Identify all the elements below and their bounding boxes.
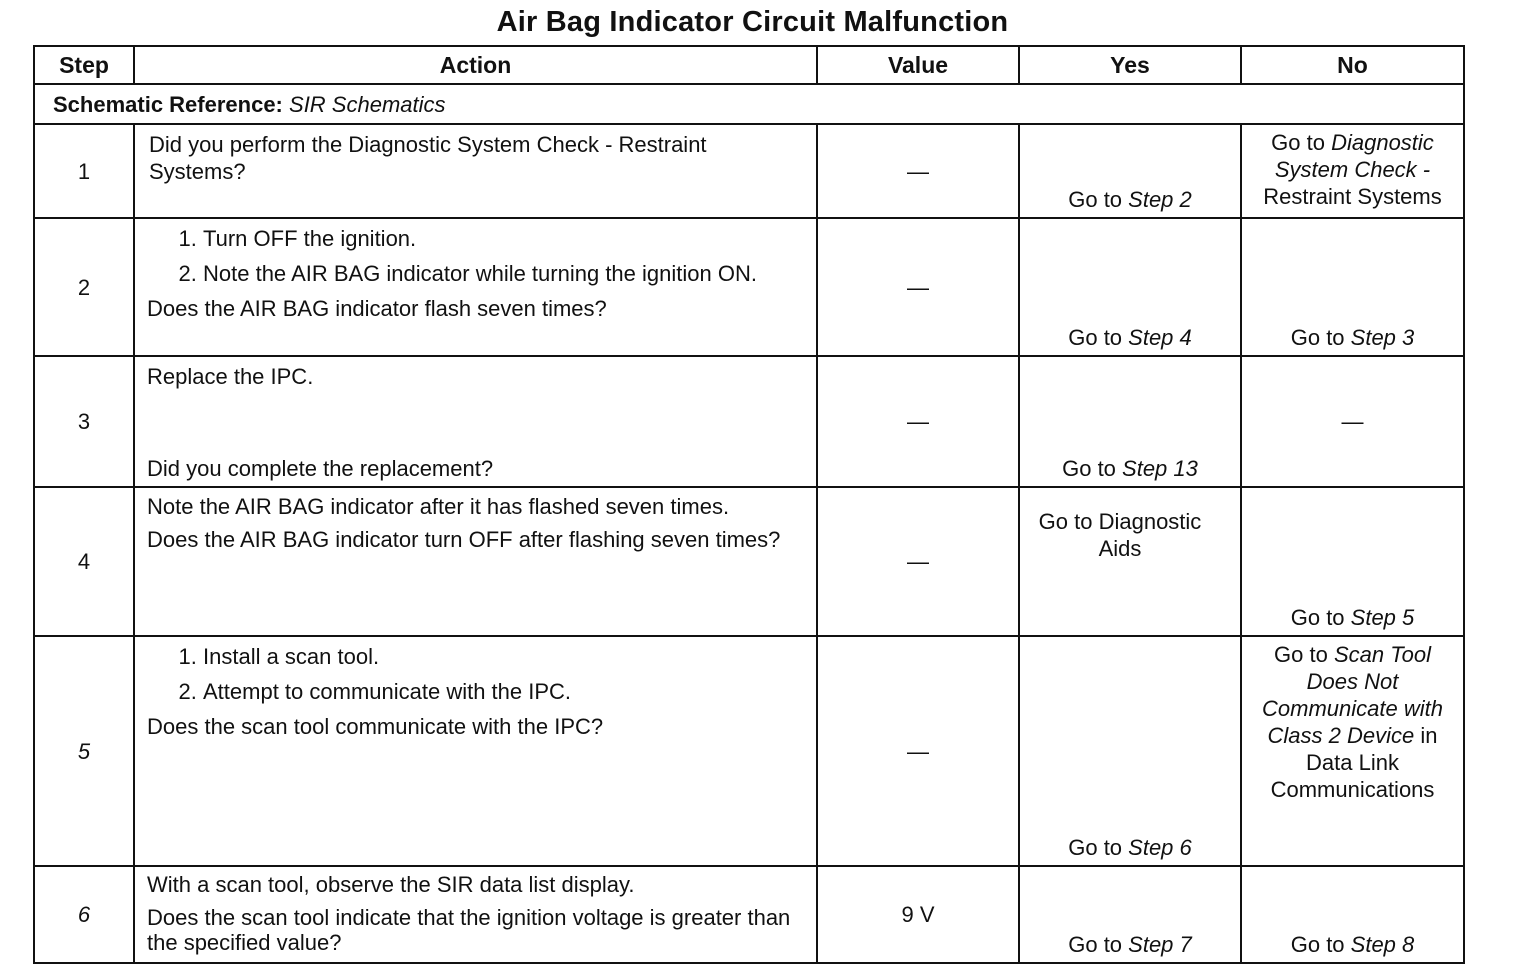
no-target: Step 8 xyxy=(1350,932,1415,957)
action-question: Does the scan tool communicate with the IPC? xyxy=(147,714,604,739)
no-cell xyxy=(1241,124,1464,218)
value-cell: — xyxy=(817,636,1019,866)
action-question: Did you complete the replacement? xyxy=(147,456,494,481)
action-list-item: 2. Note the AIR BAG indicator while turning the ignition ON. xyxy=(203,260,804,287)
value-cell: 9 V xyxy=(817,866,1019,963)
action-list-item: 1. Turn OFF the ignition. xyxy=(203,225,804,252)
yes-target: Step 6 xyxy=(1128,835,1192,860)
value-cell: — xyxy=(817,356,1019,487)
header-step: Step xyxy=(34,46,134,84)
no-cell xyxy=(1241,636,1464,866)
step-number: 3 xyxy=(34,356,134,487)
action-text: Note the AIR BAG indicator after it has flashed seven times. xyxy=(147,494,730,519)
yes-prefix: Go to xyxy=(1068,932,1129,957)
no-cell: — xyxy=(1241,356,1464,487)
no-target: Diagnostic System Check - xyxy=(1274,130,1434,182)
no-target: Scan Tool Does Not Communicate with Class 2 Device xyxy=(1262,642,1443,748)
yes-cell xyxy=(1019,124,1241,218)
no-suffix: Restraint Systems xyxy=(1263,184,1442,209)
yes-prefix: Go to xyxy=(1068,187,1129,212)
value-cell: — xyxy=(817,124,1019,218)
header-row xyxy=(34,46,1464,84)
schematic-label: Schematic Reference: xyxy=(53,91,283,117)
action-text: Replace the IPC. xyxy=(147,364,314,389)
yes-prefix: Go to xyxy=(1062,456,1123,481)
no-prefix: Go to xyxy=(1290,605,1351,630)
schematic-ref: SIR Schematics xyxy=(289,91,446,117)
no-cell xyxy=(1241,487,1464,636)
no-prefix: Go to xyxy=(1290,932,1351,957)
yes-cell xyxy=(1019,356,1241,487)
action-cell xyxy=(134,124,817,218)
action-question: Does the AIR BAG indicator flash seven times? xyxy=(147,296,607,321)
no-prefix: Go to xyxy=(1271,130,1332,155)
yes-target: Step 2 xyxy=(1128,187,1192,212)
no-cell xyxy=(1241,218,1464,356)
action-cell xyxy=(134,636,817,866)
action-question: Does the scan tool indicate that the ignition voltage is greater than the specified value? xyxy=(147,905,791,955)
action-cell xyxy=(134,487,817,636)
action-list-item: 1. Install a scan tool. xyxy=(203,643,804,670)
no-cell xyxy=(1241,866,1464,963)
action-text: With a scan tool, observe the SIR data list display. xyxy=(147,872,635,897)
table-row xyxy=(34,124,1464,218)
value-cell: — xyxy=(817,487,1019,636)
value-cell: — xyxy=(817,218,1019,356)
step-number: 6 xyxy=(34,866,134,963)
no-suffix: Data Link Communications xyxy=(1270,750,1435,802)
yes-cell xyxy=(1019,866,1241,963)
schematic-reference xyxy=(34,84,1464,124)
yes-target: Step 7 xyxy=(1128,932,1192,957)
header-no: No xyxy=(1241,46,1464,84)
yes-cell xyxy=(1019,218,1241,356)
action-cell xyxy=(134,356,817,487)
page-title: Air Bag Indicator Circuit Malfunction xyxy=(496,6,1009,38)
no-target: Step 3 xyxy=(1350,325,1415,350)
yes-text: Go to Diagnostic Aids xyxy=(1038,509,1202,561)
table-row xyxy=(34,356,1464,487)
action-cell xyxy=(134,218,817,356)
action-cell xyxy=(134,866,817,963)
action-text: Did you perform the Diagnostic System Check - Restraint Systems? xyxy=(149,132,707,184)
step-number: 1 xyxy=(34,124,134,218)
step-number: 4 xyxy=(34,487,134,636)
yes-prefix: Go to xyxy=(1068,325,1129,350)
header-value: Value xyxy=(817,46,1019,84)
diagnostic-table xyxy=(33,45,1465,964)
no-prefix: Go to xyxy=(1274,642,1334,667)
yes-cell xyxy=(1019,636,1241,866)
table-row xyxy=(34,487,1464,636)
action-question: Does the AIR BAG indicator turn OFF after flashing seven times? xyxy=(147,527,781,552)
step-number: 5 xyxy=(34,636,134,866)
table-row xyxy=(34,218,1464,356)
yes-prefix: Go to xyxy=(1068,835,1129,860)
no-prefix: Go to xyxy=(1290,325,1351,350)
header-yes: Yes xyxy=(1019,46,1241,84)
yes-target: Step 4 xyxy=(1128,325,1192,350)
no-target: Step 5 xyxy=(1350,605,1415,630)
table-row xyxy=(34,636,1464,866)
step-number: 2 xyxy=(34,218,134,356)
schematic-reference-row xyxy=(34,84,1464,124)
header-action: Action xyxy=(134,46,817,84)
no-middle: in xyxy=(1414,723,1438,748)
yes-cell xyxy=(1019,487,1241,636)
action-list-item: 2. Attempt to communicate with the IPC. xyxy=(203,678,804,705)
yes-target: Step 13 xyxy=(1122,456,1198,481)
table-row xyxy=(34,866,1464,963)
